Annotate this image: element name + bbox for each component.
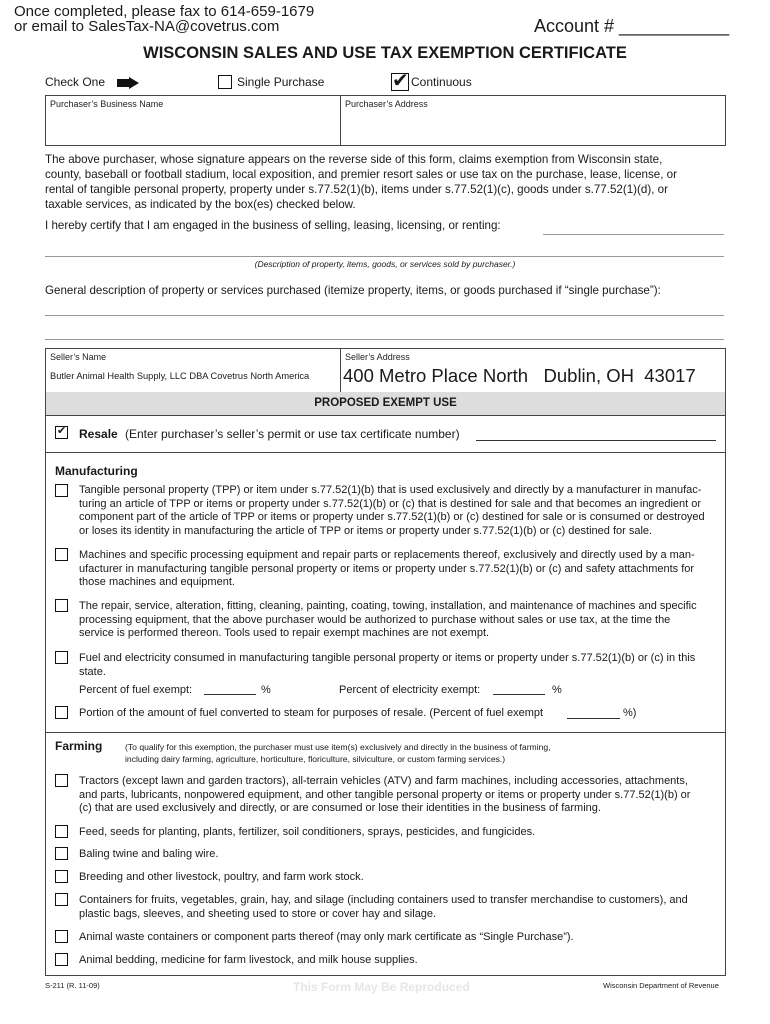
purchaser-divider xyxy=(340,95,341,145)
seller-name-value: Butler Animal Health Supply, LLC DBA Covetrus North America xyxy=(50,371,310,381)
resale-checkbox[interactable] xyxy=(55,426,68,439)
single-purchase-checkbox[interactable] xyxy=(218,75,232,89)
continuous-label: Continuous xyxy=(411,75,472,89)
farming-feed-checkbox[interactable] xyxy=(55,825,68,838)
purchaser-business-name-field[interactable] xyxy=(48,112,336,142)
description-caption: (Description of property, items, goods, or services sold by purchaser.) xyxy=(254,259,516,269)
farming-waste-checkbox[interactable] xyxy=(55,930,68,943)
farming-feed-text: Feed, seeds for planting, plants, fertilizer, soil conditioners, sprays, pesticides, and fungicides. xyxy=(79,826,536,838)
check-one-label: Check One xyxy=(45,75,106,89)
manufacturing-fuel-text: Fuel and electricity consumed in manufacturing tangible personal property or items or property under s.77.52(1)(b) or (c) in this state. xyxy=(79,652,696,678)
resale-permit-field[interactable] xyxy=(476,440,716,441)
steam-percent-field[interactable] xyxy=(567,718,620,719)
manufacturing-tpp-checkbox[interactable] xyxy=(55,484,68,497)
farming-tractors-text: Tractors (except lawn and garden tractors), all-terrain vehicles (ATV) and farm machines, including accessories, attachments, and parts, lubricants, nonpowered equipment, and other tangible personal property or items or property under s.77.52(1)(b) or (c) that are used exclusively and directly, or are consumed or lose their identities in the business of farming. xyxy=(79,775,691,815)
continuous-checkmark-icon: ✔ xyxy=(392,68,409,92)
form-id: S-211 (R. 11-09) xyxy=(45,981,100,990)
farming-divider xyxy=(45,732,725,733)
reproduced-notice: This Form May Be Reproduced xyxy=(293,980,470,994)
seller-name-label: Seller’s Name xyxy=(50,352,107,362)
manufacturing-fuel-checkbox[interactable] xyxy=(55,651,68,664)
farming-waste-text: Animal waste containers or component parts thereof (may only mark certificate as “Single Purchase”). xyxy=(79,931,574,943)
farming-baling-text: Baling twine and baling wire. xyxy=(79,848,219,860)
seller-address-value: 400 Metro Place North Dublin, OH 43017 xyxy=(343,365,696,386)
percent-fuel-field[interactable] xyxy=(204,694,256,695)
seller-address-label: Seller’s Address xyxy=(345,352,410,362)
general-description-line-1[interactable] xyxy=(45,315,724,316)
certify-statement: I hereby certify that I am engaged in the business of selling, leasing, licensing, or renting: xyxy=(45,219,501,232)
form-title: WISCONSIN SALES AND USE TAX EXEMPTION CERTIFICATE xyxy=(143,44,627,62)
manufacturing-tpp-text: Tangible personal property (TPP) or item under s.77.52(1)(b) that is used exclusively and directly by a manufacturer in manufac- turing an article of TPP or items or property under s.77.52(1)(b) or (c) that is destined for sale and that becomes an ingredient or component part of the article of TPP or items or property under s.77.52(1)(b) or (c) destined for sale or is consumed or destroyed or loses its identity in manufacturing the article of TPP or items or property under s.77.52(1)(b) or (c) destined for sale. xyxy=(79,484,705,537)
single-purchase-label: Single Purchase xyxy=(237,75,325,89)
farming-bedding-checkbox[interactable] xyxy=(55,953,68,966)
manufacturing-steam-text: Portion of the amount of fuel converted to steam for purposes of resale. (Percent of fuel exempt xyxy=(79,707,544,719)
farming-livestock-text: Breeding and other livestock, poultry, and farm work stock. xyxy=(79,871,364,883)
farming-containers-checkbox[interactable] xyxy=(55,893,68,906)
purchaser-address-label: Purchaser’s Address xyxy=(345,99,428,109)
email-line: or email to SalesTax-NA@covetrus.com xyxy=(14,18,280,35)
proposed-exempt-use-header: PROPOSED EXEMPT USE xyxy=(45,392,726,416)
farming-bedding-text: Animal bedding, medicine for farm livestock, and milk house supplies. xyxy=(79,954,418,966)
purchaser-address-field[interactable] xyxy=(343,112,721,142)
manufacturing-heading: Manufacturing xyxy=(55,464,138,478)
business-description-line[interactable] xyxy=(45,256,724,257)
percent-electricity-sign: % xyxy=(552,684,562,696)
general-description-label: General description of property or services purchased (itemize property, items, or goods purchased if “single purchase”): xyxy=(45,284,661,297)
manufacturing-machines-checkbox[interactable] xyxy=(55,548,68,561)
farming-tractors-checkbox[interactable] xyxy=(55,774,68,787)
farming-containers-text: Containers for fruits, vegetables, grain, hay, and silage (including containers used to transfer merchandise to customers), and plastic bags, sleeves, and sheeting used to store or cover hay and silage. xyxy=(79,894,688,920)
percent-fuel-label: Percent of fuel exempt: xyxy=(79,684,193,696)
resale-label: Resale xyxy=(79,427,118,441)
manufacturing-repair-text: The repair, service, alteration, fitting, cleaning, painting, coating, towing, installation, and maintenance of machines and specific processing equipment, that the above purchaser would be authorized to purchase without sales or use tax, at the time the service is performed thereon. Tools used to repair exempt machines are not exempt. xyxy=(79,600,697,640)
manufacturing-machines-text: Machines and specific processing equipment and repair parts or replacements thereof, exclusively and directly used by a man- ufacturer in manufacturing tangible personal property or items or property under s.77.52(1)(b) or (c) and safety attachments for those machines and equipment. xyxy=(79,549,695,589)
manufacturing-steam-checkbox[interactable] xyxy=(55,706,68,719)
department-name: Wisconsin Department of Revenue xyxy=(603,981,719,990)
general-description-line-2[interactable] xyxy=(45,339,724,340)
purchaser-business-name-label: Purchaser’s Business Name xyxy=(50,99,164,109)
resale-description: (Enter purchaser’s seller’s permit or use tax certificate number) xyxy=(125,427,460,441)
farming-baling-checkbox[interactable] xyxy=(55,847,68,860)
farming-heading: Farming xyxy=(55,739,103,753)
percent-electricity-field[interactable] xyxy=(493,694,545,695)
account-number: Account # ___________ xyxy=(534,16,730,36)
farming-livestock-checkbox[interactable] xyxy=(55,870,68,883)
resale-divider xyxy=(45,452,725,453)
steam-percent-close: %) xyxy=(623,707,637,719)
farming-note: (To qualify for this exemption, the purchaser must use item(s) exclusively and directly in the business of farming, including dairy farming, agriculture, horticulture, floriculture, silviculture, or custom farming services.) xyxy=(125,742,551,764)
business-line-field[interactable] xyxy=(543,234,724,235)
fax-line: Once completed, please fax to 614-659-1679 xyxy=(14,3,315,20)
manufacturing-repair-checkbox[interactable] xyxy=(55,599,68,612)
arrow-right-icon xyxy=(117,77,139,89)
seller-divider xyxy=(340,348,341,392)
percent-electricity-label: Percent of electricity exempt: xyxy=(339,684,481,696)
intro-paragraph: The above purchaser, whose signature appears on the reverse side of this form, claims exemption from Wisconsin state, county, baseball or football stadium, local exposition, and premier resort sales or use tax on the purchase, lease, license, or rental of tangible personal property, property under s.77.52(1)(b), items under s.77.52(1)(c), goods under s.77.52(1)(d), or taxable services, as indicated by the box(es) checked below. xyxy=(45,153,677,211)
percent-fuel-sign: % xyxy=(261,684,271,696)
